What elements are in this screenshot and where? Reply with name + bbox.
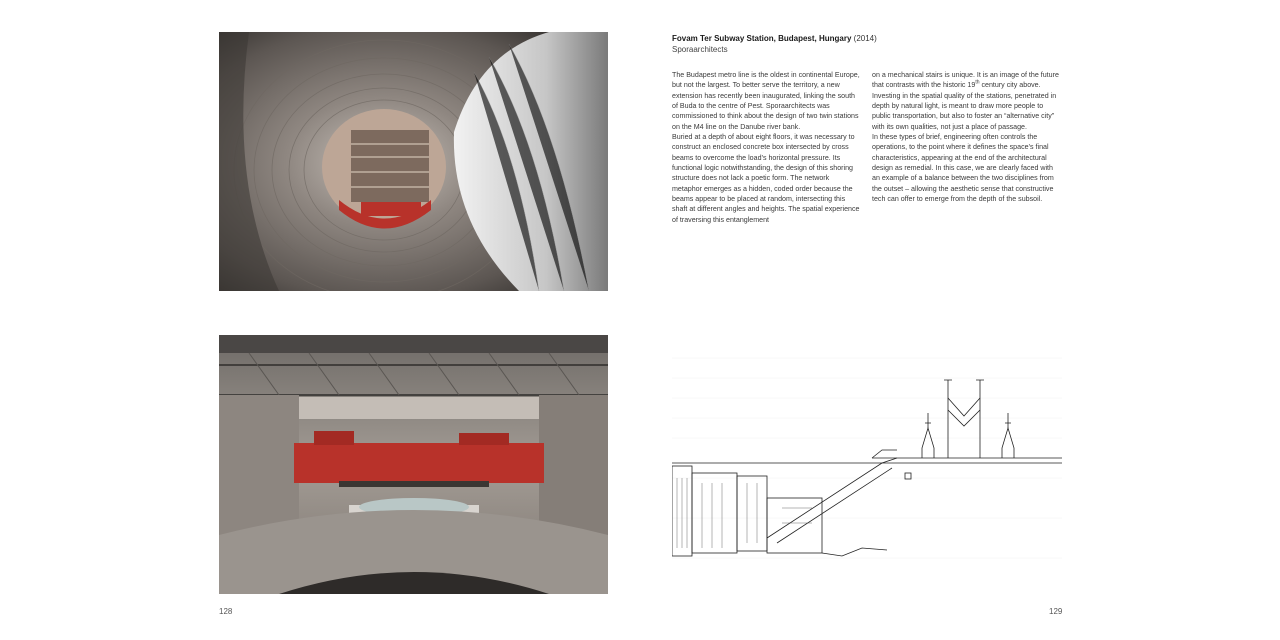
paragraph: on a mechanical stairs is unique. It is an image of the future that contrasts with the historic 19th century city above. Investing in the spatial quality of the stations, penetrated in depth by natural light, is meant to draw more people to public transportation, but also to foster an “alternative city” with its own qualities, not just a place of passage. [872, 71, 1059, 131]
article-header [672, 33, 1062, 55]
page-number-right: 129 [1049, 607, 1063, 616]
paragraph: The Budapest metro line is the oldest in continental Europe, but not the largest. To better serve the territory, a new extension has recently been inaugurated, linking the south of Buda to the centre of Pest. Sporaarchitects was commissioned to think about the design of two twin stations on the M4 line on the Danube river bank. [672, 71, 860, 131]
body-column-left [672, 70, 860, 225]
section-drawing [672, 338, 1062, 594]
article-title: Fovam Ter Subway Station, Budapest, Hungary [672, 34, 852, 43]
photo-tunnel-shaft [219, 32, 608, 291]
architect-name: Sporaarchitects [672, 45, 728, 54]
body-column-right [872, 70, 1060, 204]
article-year: (2014) [853, 34, 877, 43]
photo-construction-shaft [219, 335, 608, 594]
page-number-left: 128 [219, 607, 233, 616]
paragraph: Buried at a depth of about eight floors, it was necessary to construct an enclosed concrete box intersected by cross beams to overcome the load’s horizontal pressure. Its functional logic notwithstanding, the design of this shoring structure does not lack a poetic form. The network metaphor emerges as a hidden, coded order because the beams appear to be placed at random, intersecting this shaft at different angles and heights. The spatial experience of traversing this entanglement [672, 133, 860, 224]
paragraph: In these types of brief, engineering often controls the operations, to the point where it defines the space’s final characteristics, appearing at the end of the architectural design as remedial. In this case, we are clearly faced with an example of a balance between the two disciplines from the outset – allowing the aesthetic sense that constructive tech can offer to emerge from the depth of the subsoil. [872, 133, 1054, 204]
